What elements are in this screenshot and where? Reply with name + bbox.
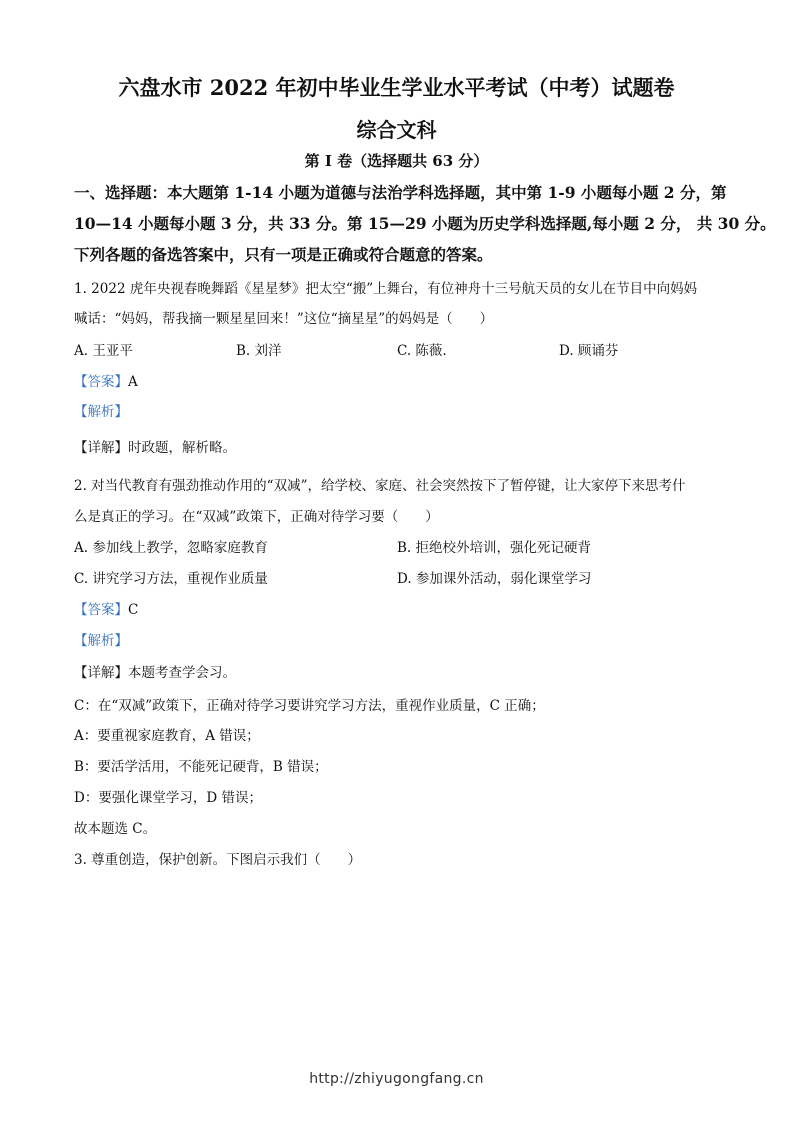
q2-stem-line-2: 么是真正的学习。在“双减”政策下，正确对待学习要（ ） [74, 509, 439, 525]
q1-answer [74, 370, 138, 390]
answer-tag: 【答案】 [74, 374, 128, 390]
answer-tag: 【答案】 [74, 602, 128, 618]
q1-stem-line-1: 1. 2022 虎年央视春晚舞蹈《星星梦》把太空“搬”上舞台，有位神舟十三号航天员的女儿在节目中向妈妈 [74, 281, 698, 297]
q2-conclusion: 故本题选 C。 [74, 821, 157, 837]
detail-text: 时政题，解析略。 [128, 440, 236, 456]
q2-detail [74, 661, 236, 681]
q1-option-d: D. 顾诵芬 [559, 343, 619, 359]
detail-text: 本题考查学会习。 [128, 665, 236, 681]
page-title: 六盘水市 2022 年初中毕业生学业水平考试（中考）试题卷 [118, 75, 675, 100]
page-subtitle: 综合文科 [356, 118, 437, 142]
q2-option-b: B. 拒绝校外培训，强化死记硬背 [397, 540, 592, 556]
q2-explanation-c: C：在“双减”政策下，正确对待学习要讲究学习方法，重视作业质量，C 正确； [74, 698, 545, 714]
q2-option-a: A. 参加线上教学，忽略家庭教育 [74, 540, 268, 556]
q1-option-a: A. 王亚平 [74, 343, 133, 359]
footer-url: http://zhiyugongfang.cn [309, 1071, 484, 1087]
q1-option-b: B. 刘洋 [236, 343, 282, 359]
q2-option-d: D. 参加课外活动，弱化课堂学习 [397, 571, 592, 587]
q1-detail [74, 436, 236, 456]
q2-explanation-b: B：要活学活用，不能死记硬背，B 错误； [74, 759, 328, 775]
q2-stem-line-1: 2. 对当代教育有强劲推动作用的“双减”，给学校、家庭、社会突然按下了暂停键，让大家停下来思考什 [74, 478, 686, 494]
q1-stem-line-2: 喊话：“妈妈，帮我摘一颗星星回来！”这位“摘星星”的妈妈是（ ） [74, 311, 494, 327]
q2-explanation-a: A：要重视家庭教育，A 错误； [74, 728, 260, 744]
instructions-line-2: 10—14 小题每小题 3 分，共 33 分。第 15—29 小题为历史学科选择题,每小题 2 分， 共 30 分。 [74, 214, 776, 233]
q2-analysis-tag: 【解析】 [74, 633, 128, 649]
detail-tag: 【详解】 [74, 665, 128, 681]
q2-answer [74, 598, 138, 618]
q1-analysis-tag: 【解析】 [74, 404, 128, 420]
q1-option-c: C. 陈薇. [397, 343, 447, 359]
q2-option-c: C. 讲究学习方法，重视作业质量 [74, 571, 268, 587]
q3-stem: 3. 尊重创造，保护创新。下图启示我们（ ） [74, 852, 362, 868]
instructions-line-1: 一、选择题：本大题第 1-14 小题为道德与法治学科选择题，其中第 1-9 小题每小题 2 分，第 [74, 183, 727, 202]
q2-explanation-d: D：要强化课堂学习，D 错误； [74, 790, 262, 806]
section-heading: 第 I 卷（选择题共 63 分） [304, 152, 489, 170]
answer-value: A [128, 374, 138, 390]
answer-value: C [128, 602, 139, 618]
detail-tag: 【详解】 [74, 440, 128, 456]
instructions-line-3: 下列各题的备选答案中，只有一项是正确或符合题意的答案。 [74, 245, 493, 264]
